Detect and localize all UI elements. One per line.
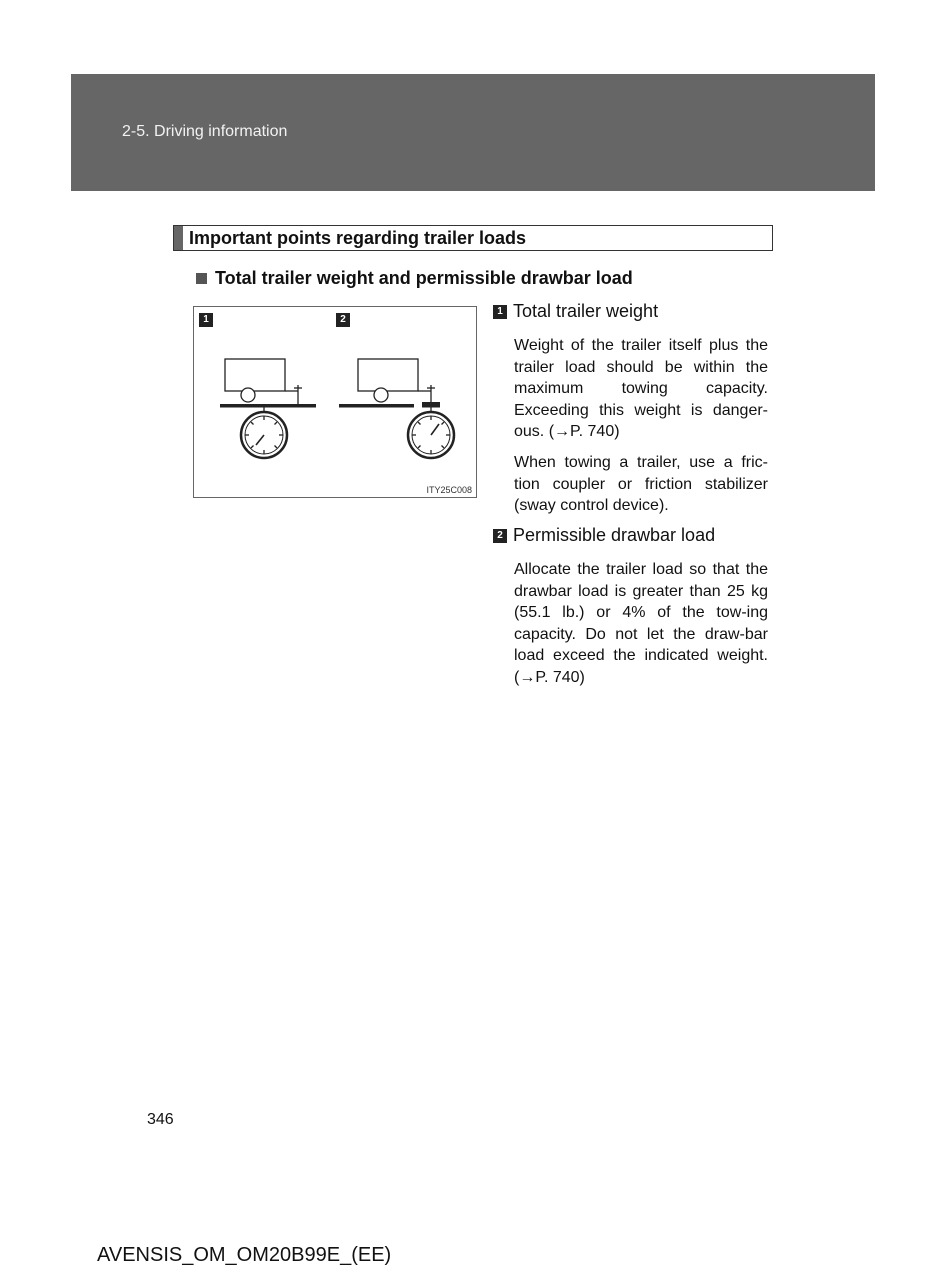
square-bullet-icon xyxy=(196,273,207,284)
section-title: Important points regarding trailer loads xyxy=(189,228,527,248)
item-1-paragraph-2: When towing a trailer, use a fric-tion coupler or friction stabilizer (sway control device). xyxy=(514,454,768,514)
figure-badge-2: 2 xyxy=(336,313,350,327)
trailer-scene-2 xyxy=(339,359,454,458)
figure-badge-1: 1 xyxy=(199,313,213,327)
section-heading-box xyxy=(173,225,773,251)
item-2-paragraph-1: Allocate the trailer load so that the drawbar load is greater than 25 kg (55.1 lb.) or 4% of the tow-ing capacity. Do not let the draw-bar load exceed the indicated weight. (→P. 740) xyxy=(514,561,768,686)
trailer-scale-illustration xyxy=(194,307,478,499)
item-2-heading xyxy=(493,525,715,546)
item-2-badge: 2 xyxy=(493,529,507,543)
item-1-title: Total trailer weight xyxy=(513,301,659,321)
subsection-heading xyxy=(196,268,633,289)
item-1-badge: 1 xyxy=(493,305,507,319)
header-band xyxy=(71,74,875,191)
item-1-heading xyxy=(493,301,658,322)
figure-code: ITY25C008 xyxy=(426,485,472,495)
subsection-title: Total trailer weight and permissible drawbar load xyxy=(215,268,633,288)
page-number: 346 xyxy=(147,1111,174,1128)
item-2-title: Permissible drawbar load xyxy=(513,525,716,545)
section-heading-bar xyxy=(174,226,183,250)
item-1-paragraph-1: Weight of the trailer itself plus the trailer load should be within the maximum towing capacity. Exceeding this weight is danger-ous. (→P. 740) xyxy=(514,337,768,440)
trailer-load-figure xyxy=(193,306,477,498)
document-code: AVENSIS_OM_OM20B99E_(EE) xyxy=(97,1244,392,1266)
trailer-scene-1 xyxy=(220,359,316,458)
chapter-title: 2-5. Driving information xyxy=(122,123,288,140)
